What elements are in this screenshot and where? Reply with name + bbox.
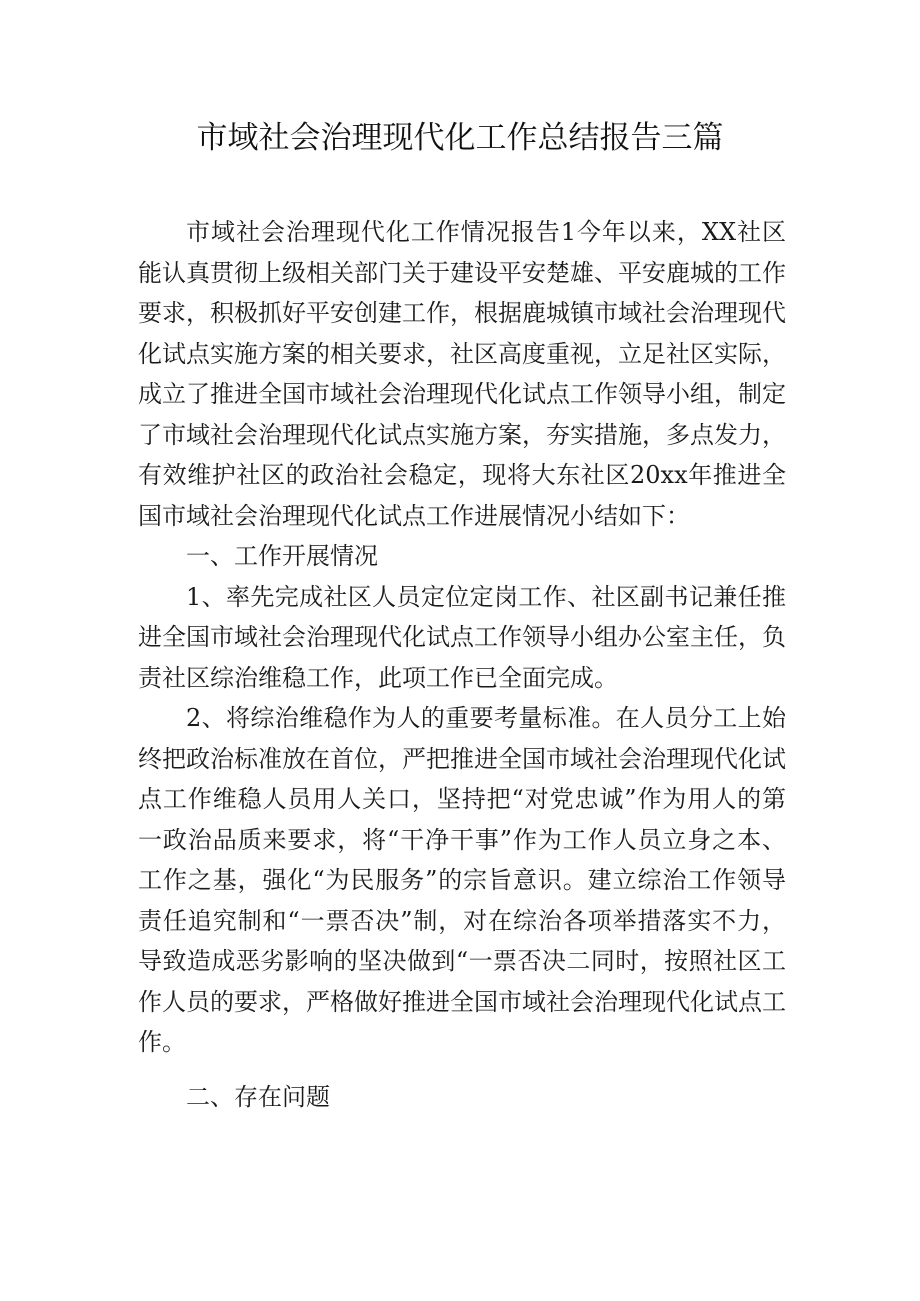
document-title: 市域社会治理现代化工作总结报告三篇 [196,120,724,156]
section-heading-problems: 二、存在问题 [186,1082,330,1111]
document-body [138,212,786,1117]
paragraph-item-1: 1、率先完成社区人员定位定岗工作、社区副书记兼任推进全国市域社会治理现代化试点工作领导小组办公室主任，负责社区综治维稳工作，此项工作已全面完成。 [138,582,786,692]
paragraph-item-2: 2、将综治维稳作为人的重要考量标准。在人员分工上始终把政治标准放在首位，严把推进全国市域社会治理现代化试点工作维稳人员用人关口，坚持把“对党忠诚”作为用人的第一政治品质来要求，将“干净干事”作为工作人员立身之本、工作之基，强化“为民服务”的宗旨意识。建立综治工作领导责任追究制和“一票否决”制，对在综治各项举措落实不力，导致造成恶劣影响的坚决做到“一票否决二同时，按照社区工作人员的要求，严格做好推进全国市域社会治理现代化试点工作。 [138,704,786,1056]
intro-paragraph: 市域社会治理现代化工作情况报告1今年以来，XX社区能认真贯彻上级相关部门关于建设平安楚雄、平安鹿城的工作要求，积极抓好平安创建工作，根据鹿城镇市域社会治理现代化试点实施方案的相关要求，社区高度重视，立足社区实际，成立了推进全国市域社会治理现代化试点工作领导小组，制定了市域社会治理现代化试点实施方案，夯实措施，多点发力，有效维护社区的政治社会稳定，现将大东社区20xx年推进全国市域社会治理现代化试点工作进展情况小结如下： [138,218,786,530]
section-heading-work-progress: 一、工作开展情况 [186,542,378,570]
